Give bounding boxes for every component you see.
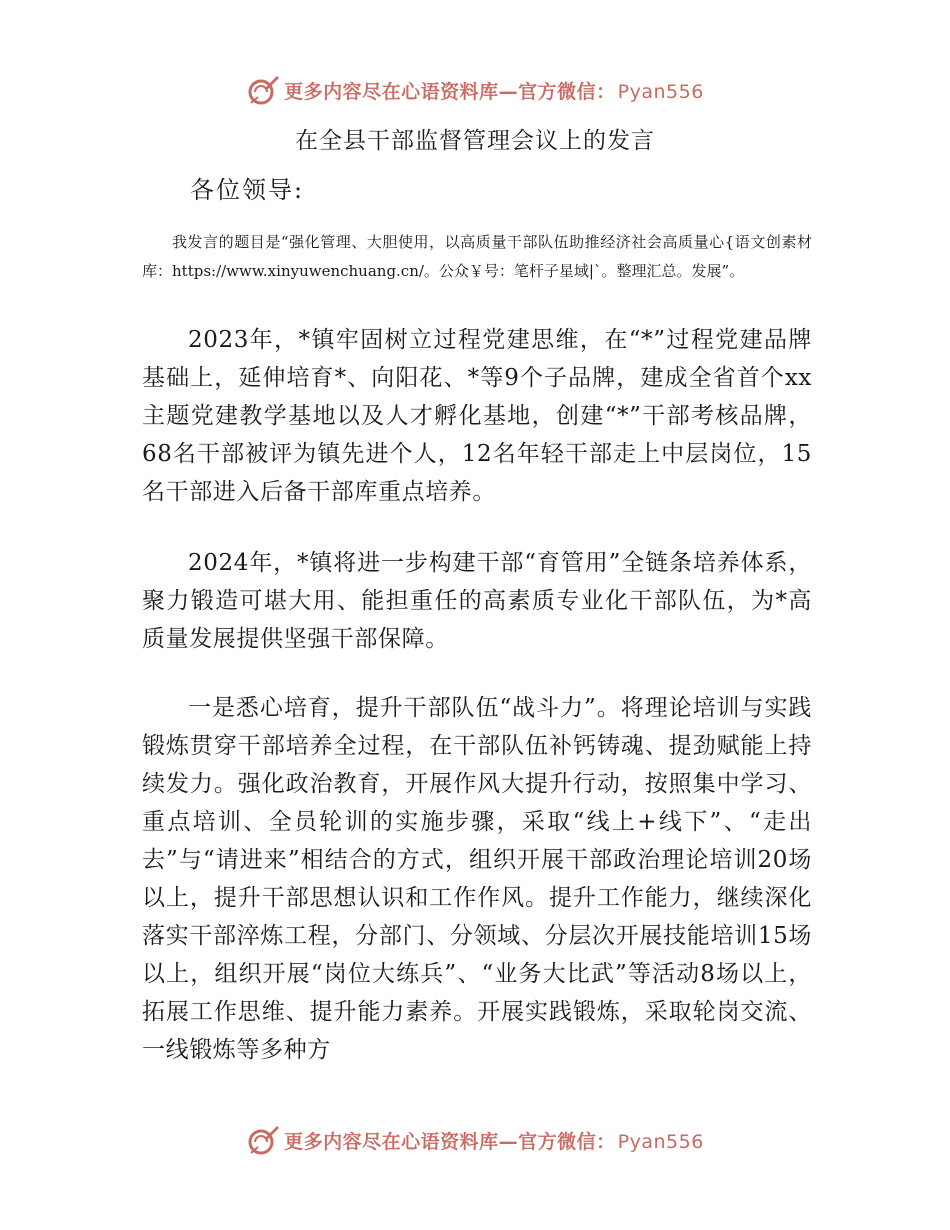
intro-paragraph: 我发言的题目是“强化管理、大胆使用，以高质量干部队伍助推经济社会高质量心{语文创素材库：https://www.xinyuwenchuang.cn/。公众￥号：笔杆子星域|`。整理汇总。发展”。 — [142, 233, 812, 280]
watermark-header — [0, 70, 950, 110]
pen-logo-icon — [246, 73, 280, 107]
watermark-label: 更多内容尽在心语资料库—官方微信： — [284, 1130, 616, 1153]
pen-logo-icon — [246, 1123, 280, 1157]
watermark-label: 更多内容尽在心语资料库—官方微信： — [284, 80, 616, 103]
watermark-footer — [0, 1120, 950, 1160]
watermark-text — [284, 1127, 704, 1154]
watermark-wechat-id: Pyan556 — [617, 1130, 704, 1153]
body-paragraph-2: 2024年，*镇将进一步构建干部“育管用”全链条培养体系，聚力锻造可堪大用、能担重任的高素质专业化干部队伍，为*高质量发展提供坚强干部保障。 — [142, 550, 812, 652]
body-paragraph-3: 一是悉心培育，提升干部队伍“战斗力”。将理论培训与实践锻炼贯穿干部培养全过程，在干部队伍补钙铸魂、提劲赋能上持续发力。强化政治教育，开展作风大提升行动，按照集中学习、重点培训、全员轮训的实施步骤，采取“线上+线下”、“走出去”与“请进来”相结合的方式，组织开展干部政治理论培训20场以上，提升干部思想认识和工作作风。提升工作能力，继续深化落实干部淬炼工程，分部门、分领域、分层次开展技能培训15场以上，组织开展“岗位大练兵”、“业务大比武”等活动8场以上，拓展工作思维、提升能力素养。开展实践锻炼，采取轮岗交流、一线锻炼等多种方 — [142, 695, 812, 1063]
greeting: 各位领导: — [190, 176, 305, 204]
document-title: 在全县干部监督管理会议上的发言 — [295, 128, 655, 154]
body-paragraph-1: 2023年，*镇牢固树立过程党建思维，在“*”过程党建品牌基础上，延伸培育*、向阳花、*等9个子品牌，建成全省首个xx主题党建教学基地以及人才孵化基地，创建“*”干部考核品牌，68名干部被评为镇先进个人，12名年轻干部走上中层岗位，15名干部进入后备干部库重点培养。 — [142, 327, 812, 505]
watermark-text — [284, 77, 704, 104]
watermark-wechat-id: Pyan556 — [617, 80, 704, 103]
